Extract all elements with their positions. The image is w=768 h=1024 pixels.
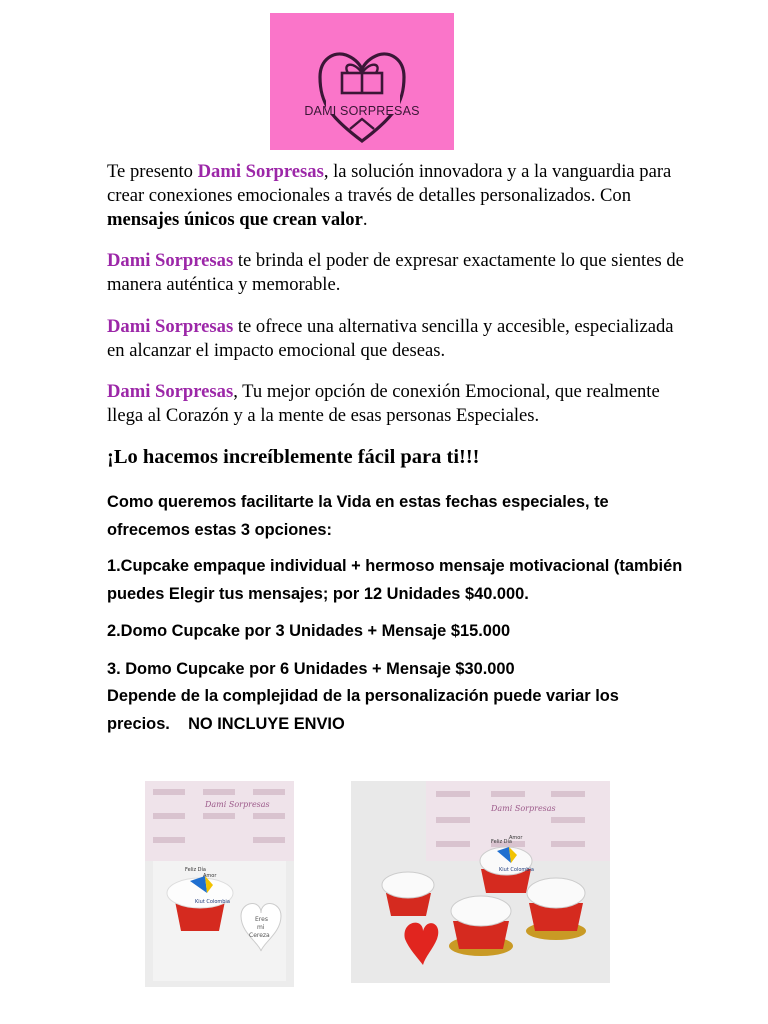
heart-tag-text-1: Eres xyxy=(255,916,268,923)
paragraph-text: te brinda el poder de expresar exactamente lo que sientes de manera auténtica y memorable. xyxy=(107,250,684,295)
cupcake-top-left xyxy=(382,872,434,898)
price-note xyxy=(107,683,687,738)
paragraph-connection xyxy=(107,380,687,428)
topper-text-3: Kiut Colombia xyxy=(195,899,230,905)
brand-name: Dami Sorpresas xyxy=(107,316,234,337)
heart-tag-text-2: mi xyxy=(257,924,265,931)
intro-text-start: Te presento xyxy=(107,161,198,182)
topper-text-1: Feliz Día xyxy=(491,839,512,845)
brand-name: Dami Sorpresas xyxy=(197,161,324,182)
offer-intro: Como queremos facilitarte la Vida en estas fechas especiales, te ofrecemos estas 3 opciones: xyxy=(107,493,609,539)
sheet-brand-label: Dami Sorpresas xyxy=(205,800,270,809)
brand-name: Dami Sorpresas xyxy=(107,381,234,402)
intro-text-end: . xyxy=(362,209,368,230)
cupcake-photo-single xyxy=(145,781,294,987)
topper-text-2: Amor xyxy=(509,835,523,841)
heart-tag-text-3: Cereza xyxy=(249,932,270,939)
topper-text-1: Feliz Día xyxy=(185,867,206,873)
shipping-note: NO INCLUYE ENVIO xyxy=(188,714,345,733)
cupcake-photo-dome xyxy=(351,781,610,983)
logo-brand-text: DAMI SORPRESAS xyxy=(304,104,420,118)
paragraph-text: , Tu mejor opción de conexión Emocional, que realmente llega al Corazón y a la mente de esas personas Especiales. xyxy=(107,381,660,426)
option-3: 3. Domo Cupcake por 6 Unidades + Mensaje $30.000 xyxy=(107,660,515,678)
price-note-text: Depende de la complejidad de la personalización puede variar los precios. xyxy=(107,687,619,733)
heart-bow-logo-icon xyxy=(270,13,454,150)
main-heading: ¡Lo hacemos increíblemente fácil para ti!!! xyxy=(107,446,480,468)
paragraph-alternative xyxy=(107,315,687,363)
topper-text-3: Kiut Colombia xyxy=(499,867,534,873)
intro-paragraph xyxy=(107,160,687,232)
option-1: 1.Cupcake empaque individual + hermoso mensaje motivacional (también puedes Elegir tus mensajes; por 12 Unidades $40.000. xyxy=(107,557,683,603)
paragraph-expression xyxy=(107,249,687,297)
intro-text-mid: , la solución innovadora y a la vanguardia para crear conexiones emocionales a través de detalles personalizados. Con xyxy=(107,161,672,206)
intro-bold-phrase: mensajes únicos que crean valor xyxy=(107,209,363,230)
sheet-brand-label: Dami Sorpresas xyxy=(491,804,556,813)
option-2: 2.Domo Cupcake por 3 Unidades + Mensaje $15.000 xyxy=(107,622,511,640)
paragraph-text: te ofrece una alternativa sencilla y accesible, especializada en alcanzar el impacto emocional que deseas. xyxy=(107,316,674,361)
topper-text-2: Amor xyxy=(203,873,217,879)
cupcake-top-front xyxy=(451,896,511,926)
brand-name: Dami Sorpresas xyxy=(107,250,234,271)
brand-logo xyxy=(270,13,454,150)
cupcake-top-right xyxy=(527,878,585,908)
